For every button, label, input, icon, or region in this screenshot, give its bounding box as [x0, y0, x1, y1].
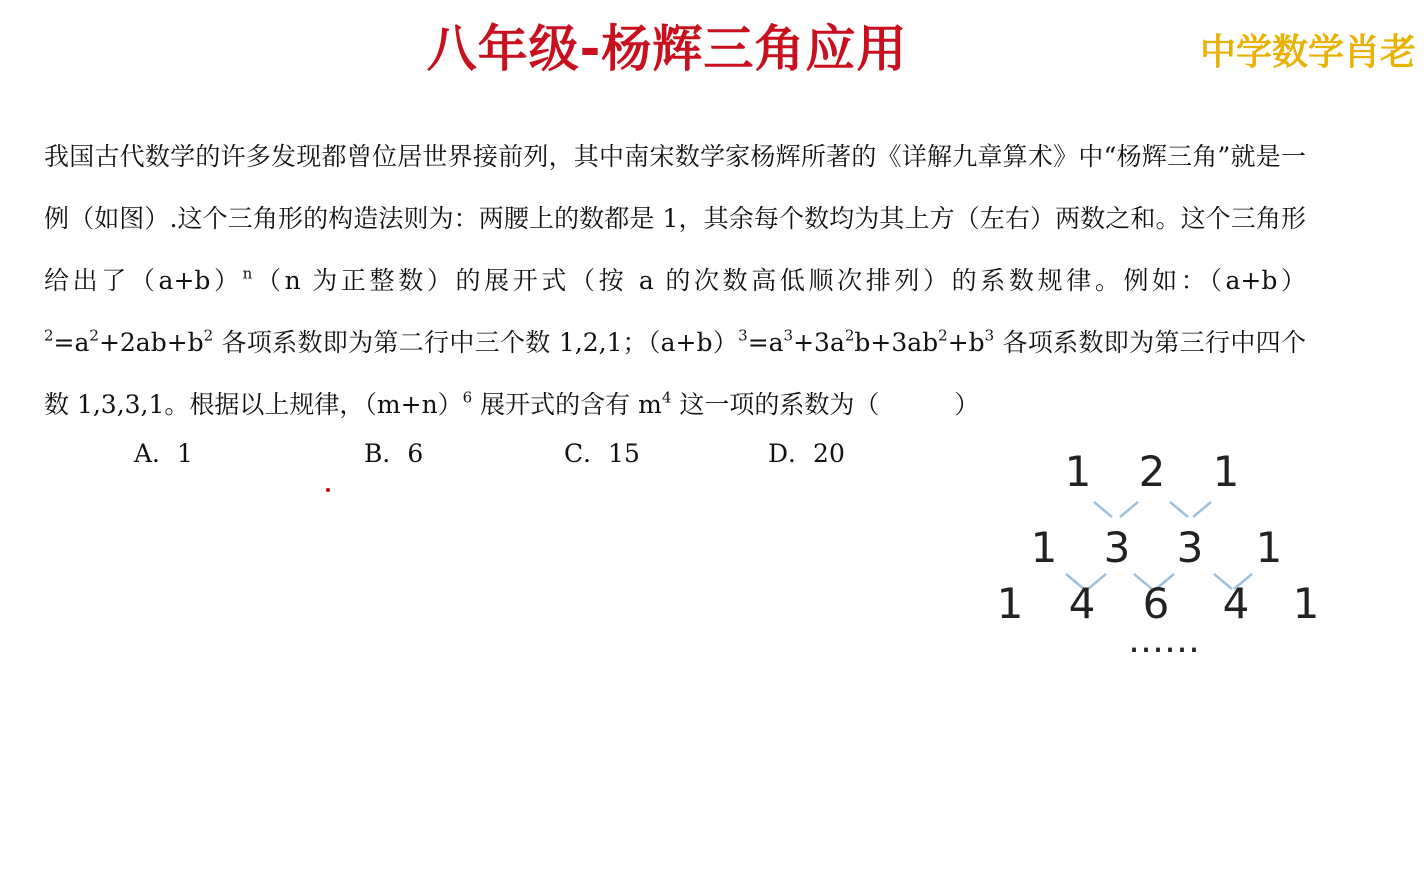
- exponent: 4: [661, 388, 672, 407]
- triangle-number: 3: [1176, 523, 1204, 572]
- exponent: 2: [203, 326, 214, 345]
- option-c[interactable]: C．15: [564, 439, 640, 468]
- problem-text: +3a: [793, 328, 845, 357]
- connector-line: [1120, 502, 1138, 517]
- triangle-number: 4: [1222, 579, 1250, 628]
- exponent: 3: [783, 326, 794, 345]
- page-title: 八年级-杨辉三角应用: [426, 20, 908, 78]
- connector-line: [1170, 502, 1188, 517]
- connector-lines: [1066, 502, 1252, 589]
- triangle-number: 1: [1255, 523, 1283, 572]
- option-b[interactable]: B．6: [364, 439, 424, 468]
- exponent: n: [242, 264, 253, 283]
- problem-text: +b: [947, 328, 985, 357]
- cursor-dot: [326, 488, 330, 492]
- problem-text: 各项系数即为第三行中四个数 1,3,3,1。根据以上规律，（m+n）: [44, 328, 1306, 419]
- triangle-number: 1: [1292, 579, 1320, 628]
- connector-line: [1094, 502, 1112, 517]
- problem-text: 这一项的系数为（ ）: [671, 390, 980, 419]
- exponent: 6: [462, 388, 473, 407]
- exponent: 2: [938, 326, 948, 345]
- triangle-number: 6: [1142, 579, 1170, 628]
- problem-text: 展开式的含有 m: [472, 390, 662, 419]
- connector-line: [1193, 502, 1211, 517]
- option-d[interactable]: D．20: [768, 439, 845, 468]
- exponent: 3: [984, 326, 995, 345]
- triangle-ellipsis: ……: [1128, 620, 1200, 661]
- triangle-number: 2: [1138, 447, 1166, 496]
- triangle-number: 3: [1103, 523, 1131, 572]
- triangle-numbers: [997, 447, 1320, 628]
- problem-text: b+3ab: [854, 328, 939, 357]
- triangle-number: 1: [1030, 523, 1058, 572]
- triangle-number: 1: [1064, 447, 1092, 496]
- exponent: 2: [844, 326, 855, 345]
- brand-watermark: 中学数学肖老: [1200, 32, 1417, 73]
- problem-text: 我国古代数学的许多发现都曾位居世界接前列，其中南宋数学家杨辉所著的《详解九章算术》中“杨辉三角”就是一例（如图）.这个三角形的构造法则为：两腰上的数都是 1，其余每个数均为其上方（左右）两数之和。这个三角形给出了（a+b）: [44, 142, 1306, 295]
- triangle-number: 1: [1212, 447, 1240, 496]
- problem-text: =a: [747, 328, 784, 357]
- problem-text: 各项系数即为第二行中三个数 1,2,1；（a+b）: [213, 328, 739, 357]
- problem-text: =a: [53, 328, 90, 357]
- exponent: 2: [44, 326, 54, 345]
- exponent: 2: [89, 326, 99, 345]
- triangle-number: 1: [996, 579, 1024, 628]
- problem-statement: [44, 126, 1306, 436]
- exponent: 3: [738, 326, 748, 345]
- problem-text: （n 为正整数）的展开式（按 a 的次数高低顺次排列）的系数规律。例如：（a+b）: [252, 266, 1306, 295]
- yang-hui-triangle-figure: [990, 440, 1330, 670]
- problem-text: +2ab+b: [98, 328, 204, 357]
- answer-options: [0, 426, 900, 482]
- triangle-number: 4: [1068, 579, 1096, 628]
- option-a[interactable]: A．1: [134, 439, 193, 468]
